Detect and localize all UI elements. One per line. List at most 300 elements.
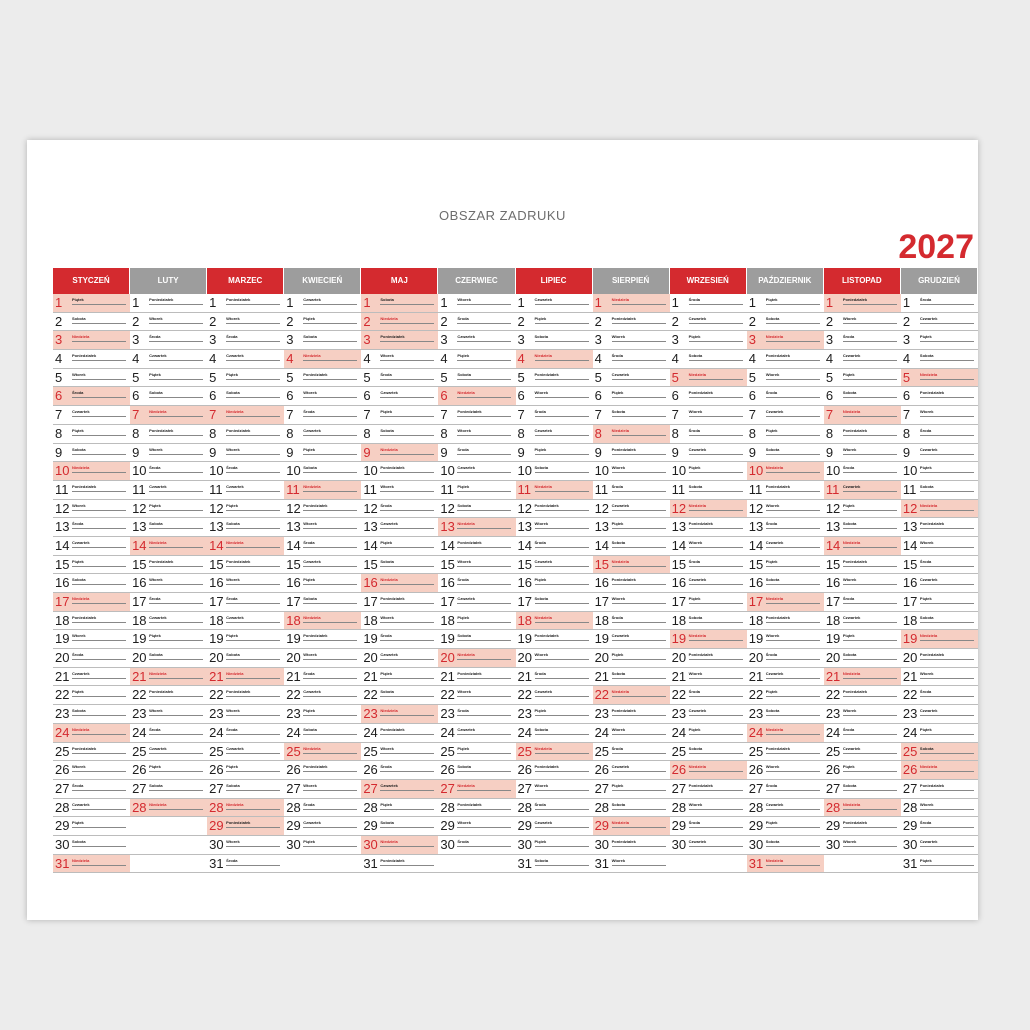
day-number: 19 [671, 631, 687, 647]
nameday-text-line [457, 809, 511, 810]
day-cell [207, 350, 284, 369]
nameday-text-line [612, 734, 666, 735]
weekday-name: Wtorek [611, 857, 626, 863]
weekday-name: Wtorek [72, 764, 86, 770]
day-number: 12 [286, 500, 301, 516]
day-cell [670, 612, 747, 631]
weekday-name: Piątek [149, 764, 161, 770]
day-number: 1 [594, 295, 602, 310]
weekday-name: Środa [303, 801, 315, 807]
day-cell [901, 686, 978, 705]
nameday-text-line [226, 435, 280, 436]
weekday-name: Sobota [72, 838, 86, 844]
day-number: 14 [902, 537, 918, 553]
nameday-text-line [689, 603, 743, 604]
weekday-name: Wtorek [534, 782, 549, 788]
day-number: 21 [440, 668, 455, 684]
day-cell [747, 556, 824, 575]
day-cell [361, 406, 438, 425]
nameday-text-line [766, 584, 820, 585]
day-number: 28 [363, 799, 378, 815]
day-number: 23 [363, 706, 378, 722]
day-number: 18 [825, 612, 841, 628]
month-column [901, 268, 978, 873]
day-number: 28 [132, 799, 147, 815]
day-number: 2 [286, 313, 294, 329]
day-cell [516, 406, 593, 425]
day-cell [516, 556, 593, 575]
day-cell [284, 780, 361, 799]
weekday-name: Wtorek [72, 371, 86, 377]
weekday-name: Poniedziałek [303, 502, 328, 508]
day-number: 15 [132, 556, 147, 572]
day-number: 16 [363, 575, 378, 591]
day-number: 18 [748, 612, 764, 628]
day-cell [824, 313, 901, 332]
day-cell [593, 387, 670, 406]
day-cell [901, 518, 978, 537]
month-column [670, 268, 747, 873]
nameday-text-line [303, 640, 357, 641]
day-cell [516, 444, 593, 463]
nameday-text-line [535, 865, 589, 866]
day-number: 12 [209, 500, 224, 516]
nameday-text-line [920, 435, 974, 436]
nameday-text-line [226, 827, 280, 828]
day-cell [901, 705, 978, 724]
nameday-text-line [149, 809, 203, 810]
day-cell [361, 350, 438, 369]
day-cell [130, 761, 207, 780]
nameday-text-line [226, 678, 280, 679]
day-cell [361, 630, 438, 649]
day-number: 12 [671, 500, 687, 516]
weekday-name: Sobota [149, 652, 163, 658]
nameday-text-line [689, 435, 743, 436]
nameday-text-line [612, 416, 666, 417]
day-cell [516, 481, 593, 500]
nameday-text-line [920, 472, 974, 473]
day-number: 17 [209, 594, 224, 609]
nameday-text-line [226, 304, 280, 305]
day-number: 8 [825, 425, 834, 441]
weekday-name: Czwartek [149, 483, 167, 489]
day-number: 19 [825, 631, 841, 647]
day-cell [901, 331, 978, 350]
day-cell [361, 369, 438, 388]
nameday-text-line [303, 771, 357, 772]
day-cell [53, 836, 130, 855]
nameday-text-line [612, 584, 666, 585]
day-cell [130, 556, 207, 575]
nameday-text-line [72, 435, 126, 436]
day-number: 16 [132, 575, 147, 591]
day-number: 31 [55, 855, 70, 871]
nameday-text-line [535, 360, 589, 361]
day-cell [361, 481, 438, 500]
day-cell [516, 518, 593, 537]
nameday-text-line [766, 846, 820, 847]
nameday-text-line [766, 640, 820, 641]
day-cell [361, 686, 438, 705]
nameday-text-line [226, 640, 280, 641]
day-cell [207, 481, 284, 500]
day-cell [284, 313, 361, 332]
day-cell [207, 855, 284, 874]
day-cell [53, 294, 130, 313]
weekday-name: Środa [380, 502, 392, 508]
nameday-text-line [920, 809, 974, 810]
day-number: 14 [363, 537, 378, 553]
day-number: 28 [440, 799, 455, 815]
weekday-name: Niedziela [72, 465, 90, 471]
day-number: 15 [594, 556, 610, 572]
weekday-name: Wtorek [765, 371, 780, 377]
day-cell [207, 556, 284, 575]
nameday-text-line [766, 659, 820, 660]
day-number: 20 [671, 650, 687, 666]
nameday-text-line [920, 491, 974, 492]
day-cell [284, 743, 361, 762]
day-cell [53, 444, 130, 463]
day-number: 21 [363, 668, 378, 684]
weekday-name: Środa [611, 745, 623, 751]
day-number: 2 [748, 313, 756, 329]
day-cell [361, 743, 438, 762]
day-number: 2 [55, 313, 63, 329]
weekday-name: Piątek [303, 838, 316, 844]
weekday-name: Wtorek [534, 390, 549, 396]
weekday-name: Czwartek [226, 614, 244, 620]
weekday-name: Niedziela [226, 539, 244, 545]
nameday-text-line [226, 454, 280, 455]
month-header: GRUDZIEŃ [901, 268, 978, 294]
nameday-text-line [766, 753, 820, 754]
day-number: 23 [132, 706, 147, 722]
weekday-name: Wtorek [919, 539, 934, 545]
day-cell [593, 462, 670, 481]
day-number: 7 [440, 407, 448, 423]
day-cell [824, 705, 901, 724]
day-number: 29 [440, 818, 455, 834]
day-cell [438, 313, 515, 332]
day-cell [516, 331, 593, 350]
day-number: 19 [902, 631, 918, 647]
nameday-text-line [766, 566, 820, 567]
day-cell [901, 294, 978, 313]
weekday-name: Czwartek [688, 577, 707, 583]
day-cell [130, 369, 207, 388]
day-number: 17 [671, 594, 687, 609]
weekday-name: Sobota [842, 652, 857, 658]
nameday-text-line [612, 510, 666, 511]
weekday-name: Poniedziałek [226, 558, 251, 564]
day-number: 4 [286, 351, 294, 367]
nameday-text-line [72, 809, 126, 810]
weekday-name: Piątek [226, 371, 238, 377]
weekday-name: Piątek [226, 502, 238, 508]
day-cell [438, 537, 515, 556]
nameday-text-line [766, 379, 820, 380]
day-number: 15 [825, 556, 841, 572]
day-cell [438, 406, 515, 425]
weekday-name: Wtorek [149, 577, 163, 583]
day-cell [901, 593, 978, 612]
nameday-text-line [149, 416, 203, 417]
nameday-text-line [535, 566, 589, 567]
day-cell [747, 836, 824, 855]
weekday-name: Sobota [380, 820, 394, 826]
nameday-text-line [612, 528, 666, 529]
nameday-text-line [457, 771, 511, 772]
day-number: 30 [517, 836, 532, 852]
day-number: 4 [671, 351, 679, 367]
nameday-text-line [226, 360, 280, 361]
nameday-text-line [535, 678, 589, 679]
day-cell [207, 574, 284, 593]
day-number: 26 [286, 762, 301, 778]
day-number: 9 [671, 444, 679, 460]
weekday-name: Poniedziałek [226, 689, 251, 695]
nameday-text-line [920, 846, 974, 847]
nameday-text-line [457, 491, 511, 492]
day-cell [593, 761, 670, 780]
nameday-text-line [457, 510, 511, 511]
day-cell [438, 761, 515, 780]
nameday-text-line [72, 622, 126, 623]
day-number: 13 [440, 519, 455, 535]
weekday-name: Poniedziałek [72, 483, 97, 489]
day-cell [747, 350, 824, 369]
nameday-text-line [72, 379, 126, 380]
nameday-text-line [457, 827, 511, 828]
nameday-text-line [612, 323, 666, 324]
weekday-name: Sobota [72, 446, 86, 452]
nameday-text-line [843, 696, 897, 697]
weekday-name: Czwartek [380, 782, 398, 788]
weekday-name: Czwartek [380, 390, 398, 396]
nameday-text-line [612, 566, 666, 567]
nameday-text-line [226, 379, 280, 380]
nameday-text-line [226, 584, 280, 585]
day-cell [130, 855, 207, 874]
day-cell [207, 817, 284, 836]
nameday-text-line [72, 640, 126, 641]
day-cell [130, 705, 207, 724]
nameday-text-line [535, 547, 589, 548]
nameday-text-line [843, 435, 897, 436]
day-number: 30 [825, 836, 841, 852]
weekday-name: Sobota [534, 465, 549, 471]
nameday-text-line [843, 827, 897, 828]
day-number: 21 [594, 668, 610, 684]
day-cell [130, 593, 207, 612]
weekday-name: Poniedziałek [842, 558, 868, 564]
weekday-name: Wtorek [149, 446, 163, 452]
nameday-text-line [843, 790, 897, 791]
day-number: 7 [209, 407, 217, 423]
nameday-text-line [72, 827, 126, 828]
weekday-name: Sobota [765, 838, 780, 844]
day-cell [747, 425, 824, 444]
nameday-text-line [149, 753, 203, 754]
day-cell [747, 724, 824, 743]
weekday-name: Środa [149, 596, 161, 601]
weekday-name: Czwartek [380, 652, 398, 658]
day-number: 24 [825, 724, 841, 740]
day-number: 13 [209, 519, 224, 535]
weekday-name: Piątek [765, 558, 778, 564]
nameday-text-line [226, 528, 280, 529]
weekday-name: Wtorek [842, 708, 857, 714]
weekday-name: Wtorek [380, 745, 394, 751]
day-cell [207, 612, 284, 631]
day-number: 15 [440, 556, 455, 572]
day-cell [284, 518, 361, 537]
nameday-text-line [457, 659, 511, 660]
weekday-name: Czwartek [534, 820, 553, 826]
day-cell [516, 369, 593, 388]
nameday-text-line [380, 379, 434, 380]
weekday-name: Sobota [380, 297, 394, 302]
day-number: 1 [55, 295, 63, 310]
day-number: 12 [902, 500, 918, 516]
day-number: 8 [594, 425, 602, 441]
nameday-text-line [689, 491, 743, 492]
weekday-name: Sobota [149, 782, 163, 788]
day-number: 25 [209, 743, 224, 759]
weekday-name: Niedziela [303, 745, 321, 751]
nameday-text-line [843, 640, 897, 641]
day-cell [901, 855, 978, 874]
day-cell [901, 369, 978, 388]
month-column [747, 268, 824, 873]
day-number: 18 [517, 612, 532, 628]
day-number: 27 [517, 780, 532, 796]
nameday-text-line [920, 659, 974, 660]
weekday-name: Sobota [534, 596, 549, 601]
day-cell [824, 612, 901, 631]
day-cell [747, 294, 824, 313]
weekday-name: Piątek [919, 334, 932, 340]
day-cell [438, 705, 515, 724]
day-number: 1 [748, 295, 756, 310]
weekday-name: Środa [765, 782, 778, 788]
weekday-name: Środa [226, 857, 238, 863]
day-number: 8 [209, 425, 217, 441]
weekday-name: Czwartek [303, 558, 321, 564]
day-cell [516, 817, 593, 836]
day-number: 10 [748, 463, 764, 479]
weekday-name: Niedziela [72, 726, 90, 732]
day-cell [670, 630, 747, 649]
nameday-text-line [920, 454, 974, 455]
nameday-text-line [535, 603, 589, 604]
weekday-name: Piątek [303, 315, 316, 321]
day-number: 25 [748, 743, 764, 759]
day-number: 15 [517, 556, 532, 572]
weekday-name: Piątek [765, 427, 778, 433]
nameday-text-line [72, 865, 126, 866]
month-column [284, 268, 361, 873]
day-number: 26 [748, 762, 764, 778]
nameday-text-line [303, 603, 357, 604]
nameday-text-line [457, 640, 511, 641]
day-number: 18 [209, 612, 224, 628]
day-number: 26 [132, 762, 147, 778]
day-number: 24 [902, 724, 918, 740]
day-cell [593, 612, 670, 631]
day-cell [593, 593, 670, 612]
weekday-name: Sobota [380, 689, 394, 695]
day-cell [901, 574, 978, 593]
weekday-name: Sobota [688, 614, 703, 620]
day-number: 22 [902, 687, 918, 703]
weekday-name: Czwartek [534, 689, 553, 695]
weekday-name: Poniedziałek [842, 297, 868, 302]
nameday-text-line [689, 734, 743, 735]
day-cell [438, 799, 515, 818]
nameday-text-line [72, 734, 126, 735]
weekday-name: Poniedziałek [611, 446, 636, 452]
nameday-text-line [689, 454, 743, 455]
day-cell [670, 780, 747, 799]
nameday-text-line [535, 622, 589, 623]
day-cell [53, 387, 130, 406]
weekday-name: Sobota [534, 334, 549, 340]
nameday-text-line [920, 397, 974, 398]
day-cell [747, 574, 824, 593]
day-number: 6 [440, 388, 448, 404]
weekday-name: Środa [457, 708, 469, 714]
weekday-name: Środa [226, 334, 238, 340]
nameday-text-line [612, 771, 666, 772]
nameday-text-line [920, 341, 974, 342]
month-column [438, 268, 515, 873]
weekday-name: Środa [226, 465, 238, 471]
day-number: 21 [209, 668, 224, 684]
day-cell [516, 686, 593, 705]
day-number: 6 [825, 388, 834, 404]
day-cell [207, 537, 284, 556]
weekday-name: Poniedziałek [688, 521, 713, 527]
nameday-text-line [380, 566, 434, 567]
weekday-name: Piątek [149, 633, 161, 639]
day-number: 18 [286, 612, 301, 628]
day-number: 8 [286, 425, 294, 441]
day-number: 5 [671, 369, 679, 385]
weekday-name: Czwartek [765, 801, 784, 807]
day-cell [516, 462, 593, 481]
weekday-name: Piątek [457, 483, 470, 489]
weekday-name: Wtorek [842, 838, 857, 844]
weekday-name: Piątek [534, 577, 547, 583]
day-cell [824, 799, 901, 818]
day-number: 14 [286, 537, 301, 553]
nameday-text-line [72, 397, 126, 398]
weekday-name: Poniedziałek [765, 483, 790, 489]
nameday-text-line [226, 734, 280, 735]
weekday-name: Środa [919, 820, 932, 826]
nameday-text-line [303, 790, 357, 791]
nameday-text-line [303, 360, 357, 361]
day-cell [670, 387, 747, 406]
nameday-text-line [612, 790, 666, 791]
day-cell [284, 294, 361, 313]
day-number: 6 [517, 388, 525, 404]
day-number: 11 [209, 481, 223, 497]
nameday-text-line [380, 547, 434, 548]
